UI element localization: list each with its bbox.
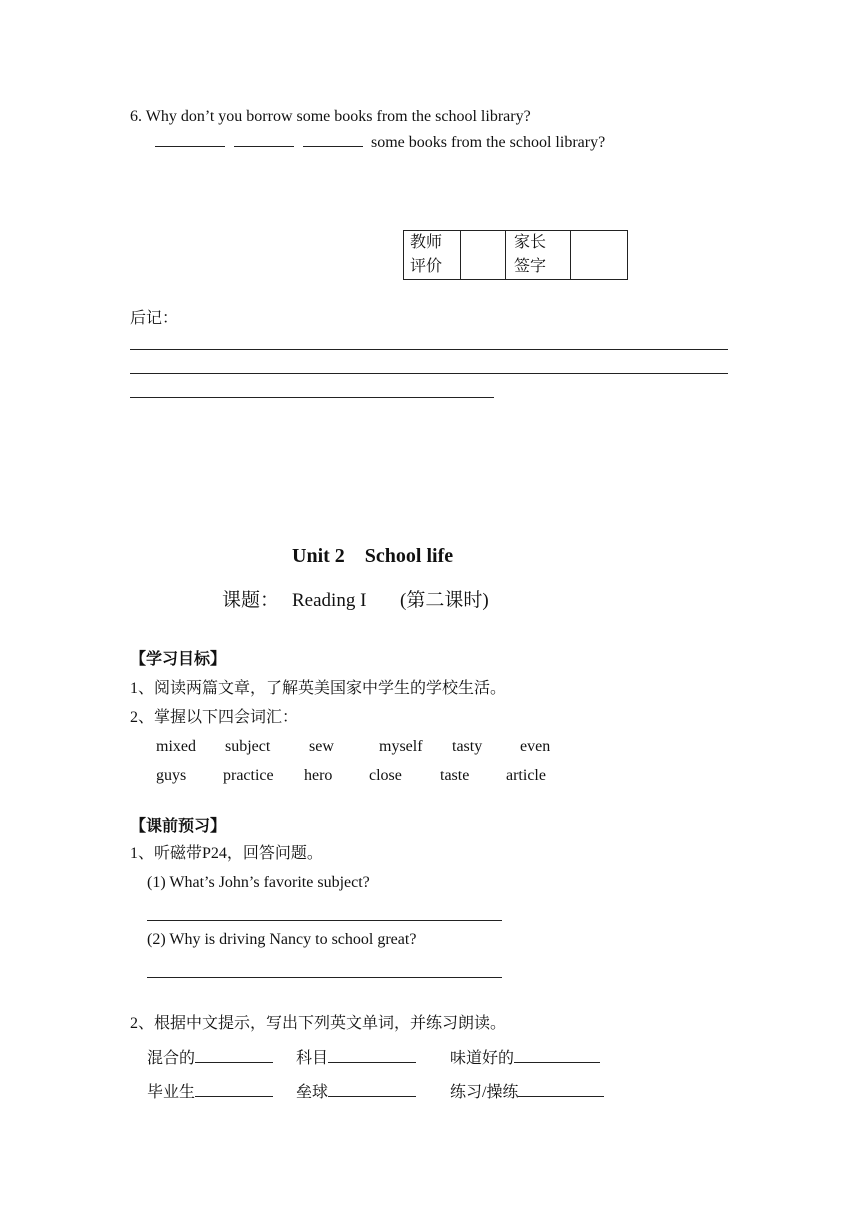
- vocab-prompt-row-2: [147, 1082, 273, 1101]
- vocab-prompt: 练习/操练: [450, 1084, 519, 1101]
- signature-table: [403, 230, 628, 280]
- teacher-label-line-1: 教师: [410, 234, 443, 251]
- preview-item-2: 2、根据中文提示，写出下列英文单词，并练习朗读。: [130, 1015, 507, 1032]
- vocab-word: article: [506, 767, 546, 784]
- vocab-word: sew: [309, 738, 334, 755]
- preview-heading: 【课前预习】: [130, 818, 227, 835]
- vocab-prompt: 味道好的: [450, 1050, 515, 1067]
- notes-line-1[interactable]: [130, 349, 728, 350]
- vocab-word: guys: [156, 767, 187, 784]
- vocab-word: practice: [223, 767, 274, 784]
- notes-line-3[interactable]: [130, 397, 494, 398]
- parent-signature-label: [506, 231, 571, 280]
- preview-question-2: (2) Why is driving Nancy to school great?: [147, 931, 417, 948]
- vocab-prompt-row-1: [147, 1048, 273, 1067]
- notes-line-2[interactable]: [130, 373, 728, 374]
- exercise-6-answer-line: [155, 132, 605, 151]
- vocab-prompt: 垒球: [296, 1084, 329, 1101]
- parent-label-line-2: 签字: [514, 258, 547, 275]
- vocab-blank[interactable]: [195, 1048, 273, 1063]
- teacher-evaluation-cell[interactable]: [461, 231, 506, 280]
- vocab-blank[interactable]: [328, 1048, 416, 1063]
- vocab-prompt-group: [296, 1082, 416, 1101]
- vocab-prompt: 混合的: [147, 1050, 196, 1067]
- vocab-word: even: [520, 738, 551, 755]
- answer-tail-text: some books from the school library?: [371, 134, 606, 151]
- vocab-blank[interactable]: [328, 1082, 416, 1097]
- vocab-word: close: [369, 767, 402, 784]
- objective-item-1: 1、阅读两篇文章，了解英美国家中学生的学校生活。: [130, 680, 507, 697]
- vocab-word: taste: [440, 767, 470, 784]
- vocab-prompt-group: [450, 1048, 600, 1067]
- parent-signature-cell[interactable]: [571, 231, 628, 280]
- lesson-period: (第二课时): [400, 590, 489, 611]
- objectives-heading: 【学习目标】: [130, 651, 227, 668]
- unit-title: Unit 2 School life: [292, 545, 454, 567]
- vocab-blank[interactable]: [518, 1082, 604, 1097]
- preview-item-1: 1、听磁带P24，回答问题。: [130, 845, 323, 862]
- answer-blank-1[interactable]: [155, 132, 225, 147]
- vocab-blank[interactable]: [514, 1048, 600, 1063]
- vocab-prompt-group: [296, 1048, 416, 1067]
- lesson-label: 课题：: [222, 590, 280, 611]
- vocab-prompt: 毕业生: [147, 1084, 196, 1101]
- vocab-word: myself: [379, 738, 423, 755]
- lesson-name: Reading I: [292, 590, 367, 611]
- vocab-prompt: 科目: [296, 1050, 329, 1067]
- parent-label-line-1: 家长: [514, 234, 547, 251]
- vocab-word: tasty: [452, 738, 483, 755]
- notes-label: 后记：: [130, 310, 179, 327]
- preview-answer-line-1[interactable]: [147, 920, 502, 921]
- preview-answer-line-2[interactable]: [147, 977, 502, 978]
- vocab-word: mixed: [156, 738, 196, 755]
- teacher-evaluation-label: [404, 231, 461, 280]
- preview-question-1: (1) What’s John’s favorite subject?: [147, 874, 370, 891]
- objective-item-2: 2、掌握以下四会词汇：: [130, 709, 299, 726]
- exercise-6-question: 6. Why don’t you borrow some books from the school library?: [130, 108, 531, 125]
- vocab-word: subject: [225, 738, 271, 755]
- vocab-blank[interactable]: [195, 1082, 273, 1097]
- vocab-word: hero: [304, 767, 333, 784]
- teacher-label-line-2: 评价: [410, 258, 443, 275]
- answer-blank-2[interactable]: [234, 132, 294, 147]
- answer-blank-3[interactable]: [303, 132, 363, 147]
- vocab-prompt-group: [450, 1082, 604, 1101]
